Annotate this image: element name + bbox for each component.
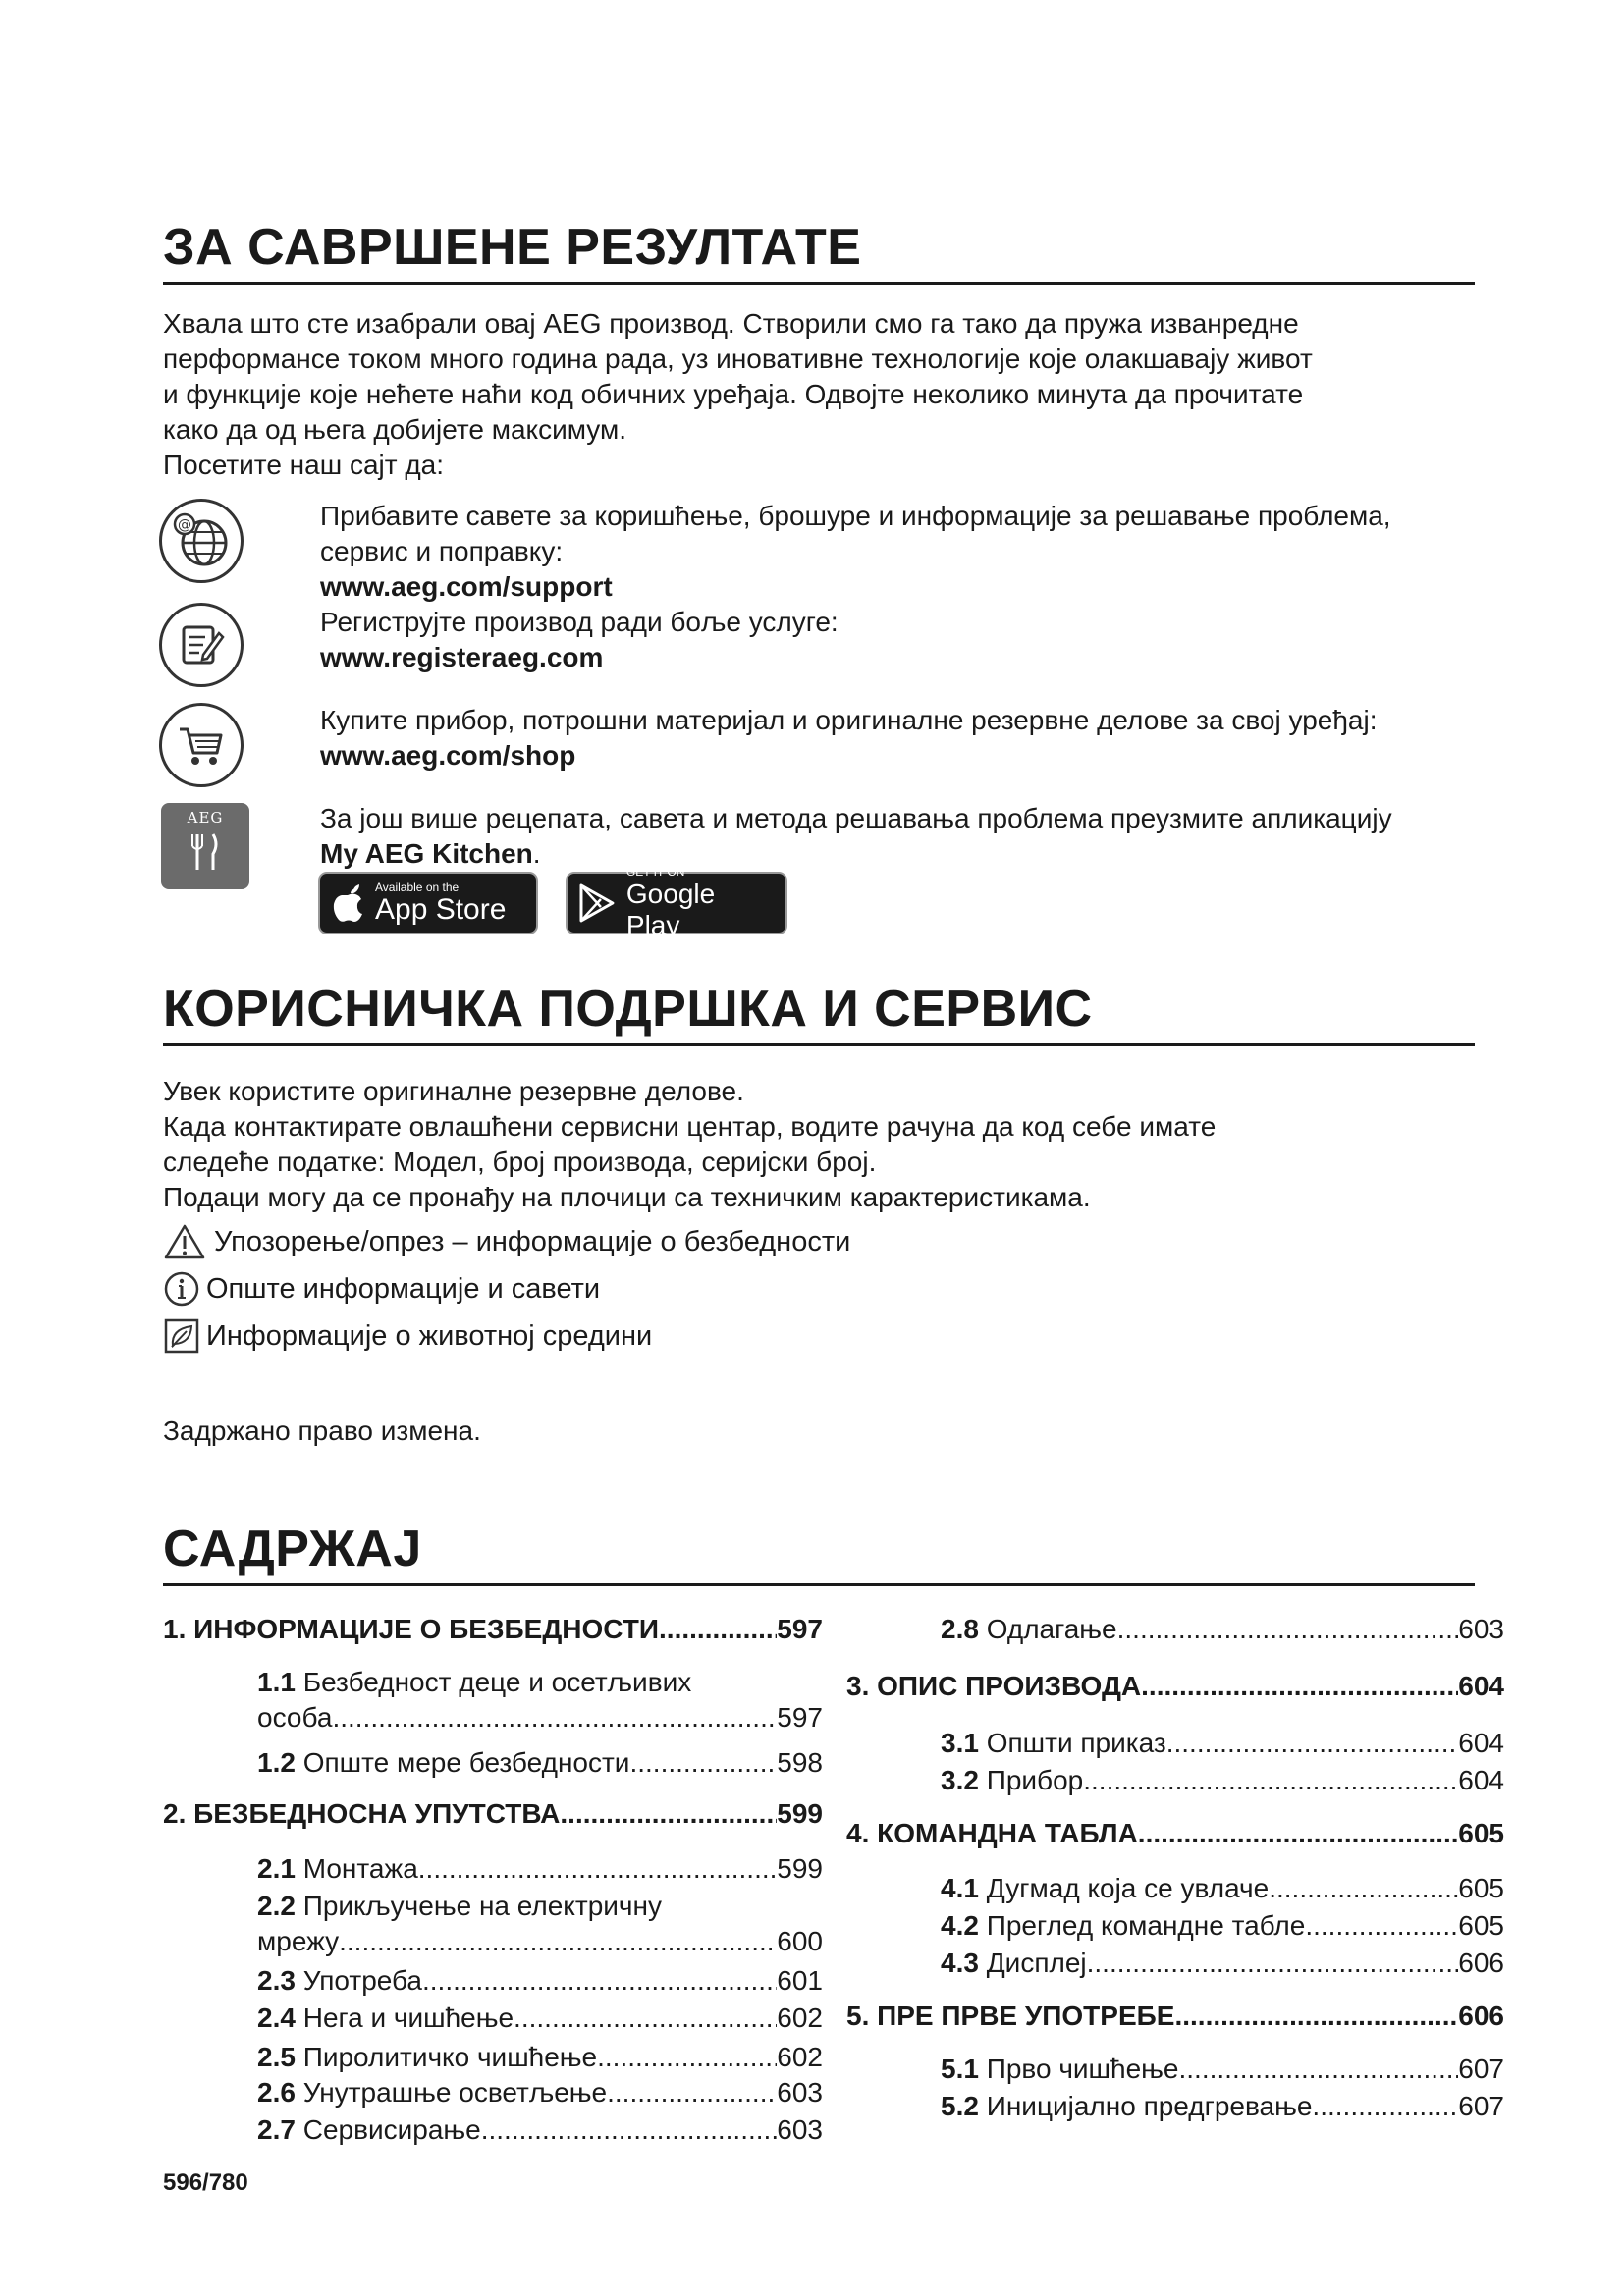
warning-triangle-icon — [163, 1223, 206, 1260]
google-play-button[interactable] — [566, 865, 787, 940]
support-text: сервис и поправку: — [320, 536, 564, 566]
intro-line: перформансе током много година рада, уз иновативне технологије које олакшавају живот — [163, 344, 1313, 374]
toc-item-2-4[interactable]: 2.4 Нега и чишћење ..... 602 — [257, 2001, 823, 2036]
legend-warning — [163, 1223, 850, 1260]
web-globe-icon — [159, 499, 244, 583]
fork-knife-icon — [186, 830, 225, 874]
rights-reserved-text: Задржано право измена. — [163, 1415, 481, 1446]
toc-item-1-2[interactable]: 1.2 Опште мере безбедности ..... 598 — [257, 1745, 823, 1781]
toc-item-2-3[interactable]: 2.3 Употреба ..... 601 — [257, 1963, 823, 1999]
toc-section-5[interactable]: 5. ПРЕ ПРВЕ УПОТРЕБЕ ..... 606 — [846, 1999, 1504, 2034]
toc-item-2-8[interactable]: 2.8 Одлагање ..... 603 — [941, 1612, 1504, 1647]
googleplay-big-text: Google Play — [625, 879, 716, 940]
google-play-icon — [577, 882, 617, 924]
toc-item-5-2[interactable]: 5.2 Иницијално предгревање ..... 607 — [941, 2089, 1504, 2124]
legend-info — [163, 1270, 600, 1308]
toc-item-1-1[interactable]: 1.1 Безбедност деце и осетљивих особа ..... 597 — [257, 1665, 823, 1735]
googleplay-small-text: GET IT ON — [625, 865, 685, 879]
toc-item-3-1[interactable]: 3.1 Општи приказ ..... 604 — [941, 1726, 1504, 1761]
toc-item-2-5[interactable]: 2.5 Пиролитичко чишћење ..... 602 — [257, 2040, 823, 2075]
legend-info-text: Опште информације и савети — [206, 1273, 601, 1305]
app-name: My AEG Kitchen — [320, 838, 533, 869]
app-block — [320, 801, 1498, 872]
appstore-small-text: Available on the — [375, 881, 460, 894]
shop-text: Купите прибор, потрошни материјал и оригиналне резервне делове за свој уређај: — [320, 705, 1378, 735]
support-line: Када контактирате овлашћени сервисни центар, водите рачуна да код себе имате — [163, 1111, 1217, 1142]
register-text: Региструјте производ ради боље услуге: — [320, 607, 839, 637]
support-line: следеће податке: Модел, број производа, серијски број. — [163, 1147, 877, 1177]
app-store-button[interactable] — [318, 872, 538, 934]
svg-text:@: @ — [178, 517, 191, 533]
toc-item-4-1[interactable]: 4.1 Дугмад која се увлаче ..... 605 — [941, 1871, 1504, 1906]
register-document-icon — [159, 603, 244, 687]
register-url-link[interactable]: www.registeraeg.com — [320, 642, 604, 672]
appstore-big-text: App Store — [375, 893, 507, 926]
shopping-cart-icon — [159, 703, 244, 787]
intro-line: Хвала што сте изабрали овај AEG производ. Створили смо га тако да пружа изванредне — [163, 308, 1299, 339]
app-name-suffix: . — [532, 838, 541, 869]
toc-section-4[interactable]: 4. КОМАНДНА ТАБЛА ..... 605 — [846, 1816, 1504, 1851]
toc-item-2-1[interactable]: 2.1 Монтажа ..... 599 — [257, 1851, 823, 1887]
toc-section-3[interactable]: 3. ОПИС ПРОИЗВОДА ..... 604 — [846, 1669, 1504, 1704]
info-circle-icon — [163, 1270, 200, 1308]
section-title-contents: САДРЖАЈ — [163, 1522, 1475, 1586]
toc-section-1[interactable]: 1. ИНФОРМАЦИЈЕ О БЕЗБЕДНОСТИ ..... 597 — [163, 1612, 823, 1647]
support-url-link[interactable]: www.aeg.com/support — [320, 571, 613, 602]
legend-environment — [163, 1317, 652, 1355]
support-paragraph — [163, 1074, 1479, 1215]
apple-icon — [330, 883, 365, 923]
section-title-support: КОРИСНИЧКА ПОДРШКА И СЕРВИС — [163, 982, 1475, 1046]
intro-paragraph — [163, 306, 1479, 483]
toc-section-2[interactable]: 2. БЕЗБЕДНОСНА УПУТСТВА ..... 599 — [163, 1796, 823, 1832]
intro-line: како да од њега добијете максимум. — [163, 414, 627, 445]
toc-item-2-7[interactable]: 2.7 Сервисирање ..... 603 — [257, 2112, 823, 2148]
environment-leaf-icon — [163, 1317, 200, 1355]
toc-item-3-2[interactable]: 3.2 Прибор ..... 604 — [941, 1763, 1504, 1798]
toc-item-5-1[interactable]: 5.1 Прво чишћење ..... 607 — [941, 2052, 1504, 2087]
intro-line: Посетите наш сајт да: — [163, 450, 445, 480]
toc-item-2-6[interactable]: 2.6 Унутрашње осветљење ..... 603 — [257, 2075, 823, 2110]
aeg-app-icon — [161, 803, 249, 889]
support-line: Увек користите оригиналне резервне делове. — [163, 1076, 744, 1106]
support-line: Подаци могу да се пронађу на плочици са техничким карактеристикама. — [163, 1182, 1091, 1212]
intro-line: и функције које нећете наћи код обичних уређаја. Одвојте неколико минута да прочитате — [163, 379, 1304, 409]
app-text: За још више рецепата, савета и метода решавања проблема преузмите апликацију — [320, 803, 1392, 833]
toc-item-4-2[interactable]: 4.2 Преглед командне табле ..... 605 — [941, 1908, 1504, 1944]
page-number: 596/780 — [163, 2169, 248, 2196]
legend-warning-text: Упозорење/опрез – информације о безбедности — [214, 1226, 851, 1257]
support-text: Прибавите савете за коришћење, брошуре и информације за решавање проблема, — [320, 501, 1391, 531]
toc-item-2-2[interactable]: 2.2 Прикључење на електричну мрежу ..... 600 — [257, 1889, 823, 1959]
support-block — [320, 499, 1498, 675]
shop-block — [320, 703, 1498, 774]
section-title-results: ЗА САВРШЕНЕ РЕЗУЛТАТЕ — [163, 220, 1475, 285]
legend-environment-text: Информације о животној средини — [206, 1320, 653, 1352]
toc-item-4-3[interactable]: 4.3 Дисплеј ..... 606 — [941, 1946, 1504, 1981]
aeg-tile-label: AEG — [187, 809, 224, 827]
shop-url-link[interactable]: www.aeg.com/shop — [320, 740, 576, 771]
